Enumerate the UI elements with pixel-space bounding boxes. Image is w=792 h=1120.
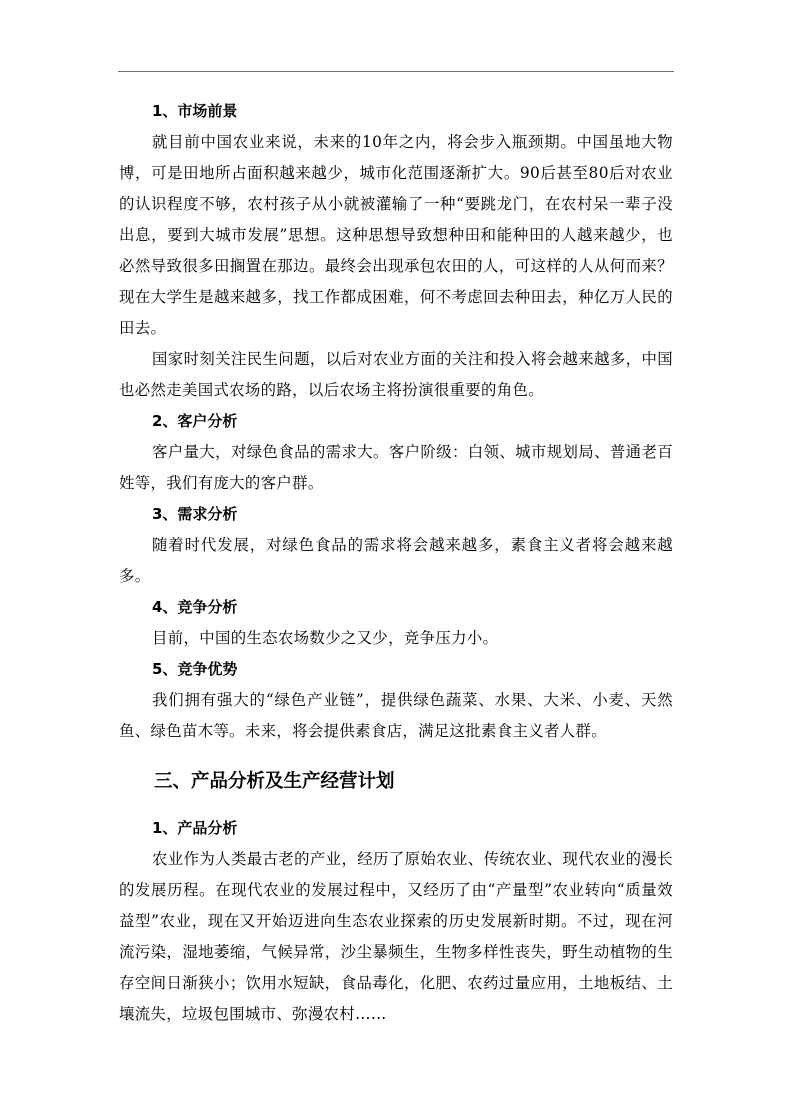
paragraph-customer-analysis: 客户量大，对绿色食品的需求大。客户阶级：白领、城市规划局、普通老百姓等，我们有庞大的客户群。 [119,443,673,492]
paragraph-market-outlook-2: 国家时刻关注民生问题，以后对农业方面的关注和投入将会越来越多，中国也必然走美国式农场的路，以后农场主将扮演很重要的角色。 [119,350,673,399]
paragraph-competitive-advantage: 我们拥有强大的“绿色产业链”，提供绿色蔬菜、水果、大米、小麦、天然鱼、绿色苗木等。未来，将会提供素食店，满足这批素食主义者人群。 [119,691,673,740]
section-heading-demand-analysis: 3、需求分析 [152,505,238,523]
section-heading-market-outlook: 1、市场前景 [152,102,238,120]
chapter-heading-product-plan: 三、产品分析及生产经营计划 [154,771,395,792]
section-heading-product-analysis: 1、产品分析 [152,819,238,837]
section-heading-competitive-advantage: 5、竞争优势 [152,660,238,678]
section-heading-competition-analysis: 4、竞争分析 [152,598,238,616]
section-heading-customer-analysis: 2、客户分析 [152,412,238,430]
document-body [119,96,673,1030]
header-rule [118,71,674,72]
paragraph-demand-analysis: 随着时代发展，对绿色食品的需求将会越来越多，素食主义者将会越来越多。 [119,536,673,585]
paragraph-competition-analysis: 目前，中国的生态农场数少之又少，竞争压力小。 [152,629,499,647]
paragraph-product-analysis: 农业作为人类最古老的产业，经历了原始农业、传统农业、现代农业的漫长的发展历程。在现代农业的发展过程中，又经历了由“产量型”农业转向“质量效益型”农业，现在又开始迈进向生态农业探索的历史发展新时期。不过，现在河流污染，湿地萎缩，气候异常，沙尘暴频生，生物多样性丧失，野生动植物的生存空间日渐狭小；饮用水短缺，食品毒化，化肥、农药过量应用，土地板结、土壤流失，垃圾包围城市、弥漫农村…… [119,850,673,1023]
paragraph-market-outlook-1: 就目前中国农业来说，未来的10年之内，将会步入瓶颈期。中国虽地大物博，可是田地所占面积越来越少，城市化范围逐渐扩大。90后甚至80后对农业的认识程度不够，农村孩子从小就被灌输了一种“要跳龙门，在农村呆一辈子没出息，要到大城市发展”思想。这种思想导致想种田和能种田的人越来越少，也必然导致很多田搁置在那边。最终会出现承包农田的人，可这样的人从何而来？现在大学生是越来越多，找工作都成困难，何不考虑回去种田去，种亿万人民的田去。 [119,133,673,337]
